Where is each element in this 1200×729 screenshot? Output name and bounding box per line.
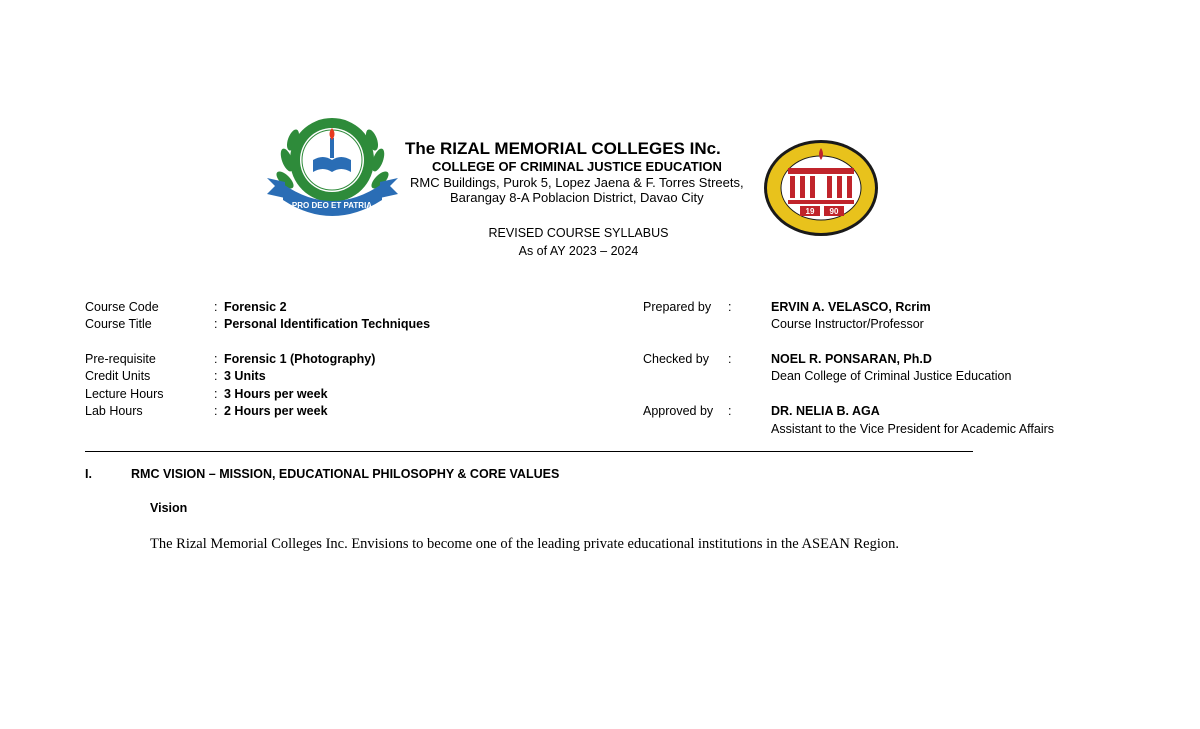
prerequisite-label: Pre-requisite	[85, 352, 156, 366]
college-name: COLLEGE OF CRIMINAL JUSTICE EDUCATION	[432, 159, 722, 174]
course-title-label: Course Title	[85, 317, 152, 331]
motto-text: PRO DEO ET PATRIA	[291, 201, 373, 210]
section-number: I.	[85, 467, 92, 481]
horizontal-divider	[85, 451, 973, 452]
colon: :	[214, 317, 218, 331]
lab-hours-label: Lab Hours	[85, 404, 143, 418]
colon: :	[214, 369, 218, 383]
checked-by-role: Dean College of Criminal Justice Education	[771, 369, 1012, 383]
institution-name: The RIZAL MEMORIAL COLLEGES INc.	[405, 139, 721, 158]
ccje-seal-logo	[762, 138, 880, 238]
colon: :	[728, 404, 732, 418]
document-title: REVISED COURSE SYLLABUS	[488, 226, 669, 240]
year-right-text: 90	[829, 207, 839, 216]
colon: :	[214, 404, 218, 418]
colon: :	[214, 387, 218, 401]
address-line-1: RMC Buildings, Purok 5, Lopez Jaena & F. Torres Streets,	[410, 175, 744, 190]
approved-by-label: Approved by	[643, 404, 714, 418]
colon: :	[214, 300, 218, 314]
course-code-value: Forensic 2	[224, 300, 287, 314]
colon: :	[214, 352, 218, 366]
approved-by-role: Assistant to the Vice President for Academic Affairs	[771, 422, 1055, 436]
credit-units-label: Credit Units	[85, 369, 151, 383]
checked-by-label: Checked by	[643, 352, 710, 366]
lab-hours-value: 2 Hours per week	[224, 404, 328, 418]
vision-text: The Rizal Memorial Colleges Inc. Envisions to become one of the leading private educational institutions in the ASEAN Region.	[150, 536, 900, 552]
approved-by-name: DR. NELIA B. AGA	[771, 404, 880, 418]
prepared-by-label: Prepared by	[643, 300, 712, 314]
checked-by-name: NOEL R. PONSARAN, Ph.D	[771, 352, 932, 366]
prepared-by-role: Course Instructor/Professor	[771, 317, 924, 331]
lecture-hours-value: 3 Hours per week	[224, 387, 328, 401]
course-title-value: Personal Identification Techniques	[224, 317, 431, 331]
lecture-hours-label: Lecture Hours	[85, 387, 164, 401]
document-date: As of AY 2023 – 2024	[518, 244, 639, 258]
colon: :	[728, 300, 732, 314]
address-line-2: Barangay 8-A Poblacion District, Davao City	[450, 190, 704, 205]
prerequisite-value: Forensic 1 (Photography)	[224, 352, 376, 366]
prepared-by-name: ERVIN A. VELASCO, Rcrim	[771, 300, 931, 314]
vision-heading: Vision	[150, 501, 188, 515]
rmc-seal-logo	[265, 110, 400, 222]
credit-units-value: 3 Units	[224, 369, 266, 383]
year-left-text: 19	[805, 207, 815, 216]
course-code-label: Course Code	[85, 300, 159, 314]
colon: :	[728, 352, 732, 366]
section-heading: RMC VISION – MISSION, EDUCATIONAL PHILOSOPHY & CORE VALUES	[131, 467, 560, 481]
